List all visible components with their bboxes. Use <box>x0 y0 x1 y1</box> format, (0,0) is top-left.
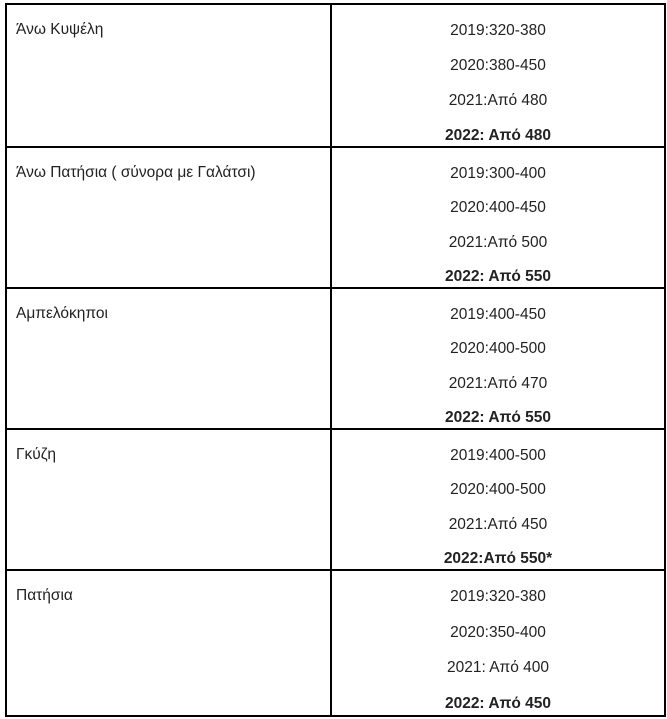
price-list <box>332 5 664 146</box>
price-2019: 2019:320-380 <box>450 588 546 605</box>
table-row <box>7 148 664 289</box>
price-list <box>332 571 664 715</box>
price-2021: 2021:Από 500 <box>448 233 548 251</box>
price-2019: 2019:300-400 <box>450 165 546 182</box>
price-2020: 2020:400-500 <box>450 340 546 358</box>
price-2022: 2022: Από 450 <box>444 694 552 712</box>
price-2021: 2021:Από 480 <box>448 92 548 109</box>
price-2022: 2022: Από 550 <box>444 408 552 426</box>
table-row <box>7 289 664 430</box>
price-2020: 2020:380-450 <box>450 57 546 74</box>
price-2021: 2021:Από 470 <box>448 374 548 392</box>
price-2021: 2021:Από 450 <box>448 515 548 533</box>
price-2020: 2020:350-400 <box>450 623 546 641</box>
area-name: Γκύζη <box>7 430 332 569</box>
price-list <box>332 148 664 287</box>
price-2022: 2022: Από 550 <box>444 267 552 285</box>
table-row <box>7 5 664 148</box>
price-2022: 2022:Από 550* <box>443 549 553 567</box>
area-name: Αμπελόκηποι <box>7 289 332 428</box>
area-name: Πατήσια <box>7 571 332 715</box>
price-list <box>332 289 664 428</box>
price-2019: 2019:400-450 <box>450 306 546 323</box>
price-2020: 2020:400-450 <box>450 199 546 217</box>
price-2022: 2022: Από 480 <box>444 127 552 144</box>
price-2019: 2019:320-380 <box>450 22 546 39</box>
price-2019: 2019:400-500 <box>450 447 546 464</box>
price-2021: 2021: Από 400 <box>446 659 550 676</box>
price-2020: 2020:400-500 <box>450 481 546 499</box>
table-row <box>7 430 664 571</box>
table-row <box>7 571 664 717</box>
area-name: Άνω Κυψέλη <box>7 5 332 146</box>
price-list <box>332 430 664 569</box>
area-name: Άνω Πατήσια ( σύνορα με Γαλάτσι) <box>7 148 332 287</box>
rent-price-table <box>5 3 666 717</box>
